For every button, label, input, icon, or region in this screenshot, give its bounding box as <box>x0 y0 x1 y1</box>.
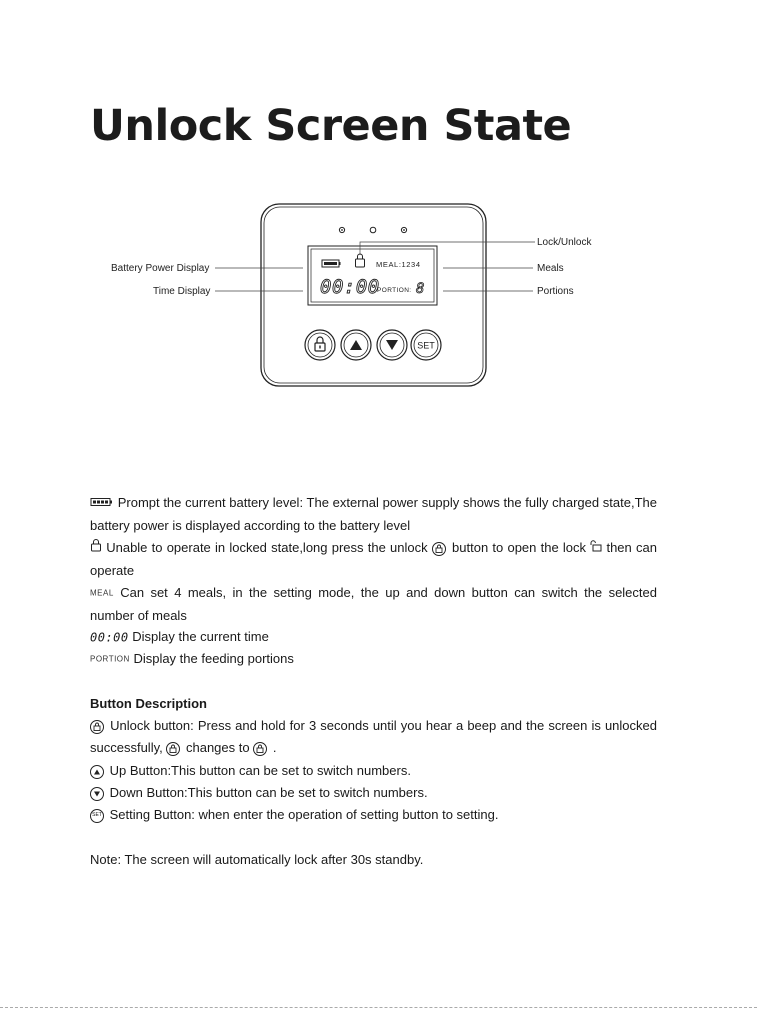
device-up-button[interactable] <box>341 330 371 360</box>
set-button-description: SET Setting Button: when enter the operation of setting button to setting. <box>90 804 657 826</box>
callout-time: Time Display <box>153 286 211 297</box>
meal-icon: MEAL <box>90 588 114 598</box>
callout-portions: Portions <box>537 286 574 297</box>
battery-description: Prompt the current battery level: The external power supply shows the fully charged state,The battery power is displayed according to the battery level <box>90 492 657 537</box>
page-title: Unlock Screen State <box>90 101 572 151</box>
unlocked-icon <box>590 537 602 559</box>
button-description-heading: Button Description <box>90 696 207 711</box>
battery-icon <box>90 492 114 514</box>
page-bottom-border <box>0 1007 757 1008</box>
unlock-button-icon <box>432 542 446 556</box>
unlocked-circle-icon <box>253 742 267 756</box>
meal-description: MEAL Can set 4 meals, in the setting mode, the up and down button can switch the selected number of meals <box>90 585 657 623</box>
callout-meals: Meals <box>537 263 564 274</box>
set-icon: SET <box>90 809 104 823</box>
down-button-description: Down Button:This button can be set to switch numbers. <box>90 782 657 804</box>
device-set-button[interactable] <box>411 330 441 360</box>
lock-description: Unable to operate in locked state,long press the unlock button to open the lock then can operate <box>90 537 657 582</box>
lcd-portion-value: 8 <box>416 281 425 297</box>
time-description: 00:00 Display the current time <box>90 629 269 645</box>
device-diagram <box>0 195 757 395</box>
set-button-label: SET <box>417 340 435 351</box>
device-lock-button[interactable] <box>305 330 335 360</box>
up-button-description: Up Button:This button can be set to switch numbers. <box>90 760 657 782</box>
portion-icon: PORTION <box>90 654 130 664</box>
unlock-button-description: Unlock button: Press and hold for 3 seconds until you hear a beep and the screen is unlocked successfully, changes to . <box>90 718 657 756</box>
callout-battery: Battery Power Display <box>111 263 210 274</box>
time-icon: 00:00 <box>90 630 129 645</box>
lcd-portion-label: PORTION: <box>377 287 412 294</box>
unlock-button-icon <box>90 720 104 734</box>
lock-circle-icon <box>166 742 180 756</box>
device-down-button[interactable] <box>377 330 407 360</box>
lock-icon <box>90 537 102 559</box>
up-arrow-icon <box>90 765 104 779</box>
standby-note: Note: The screen will automatically lock after 30s standby. <box>90 852 424 867</box>
down-arrow-icon <box>90 787 104 801</box>
lcd-time: 00:00 <box>320 276 380 298</box>
callout-lock: Lock/Unlock <box>537 237 592 248</box>
portion-description: PORTION Display the feeding portions <box>90 651 294 666</box>
lcd-meal-label: MEAL:1234 <box>376 260 421 269</box>
